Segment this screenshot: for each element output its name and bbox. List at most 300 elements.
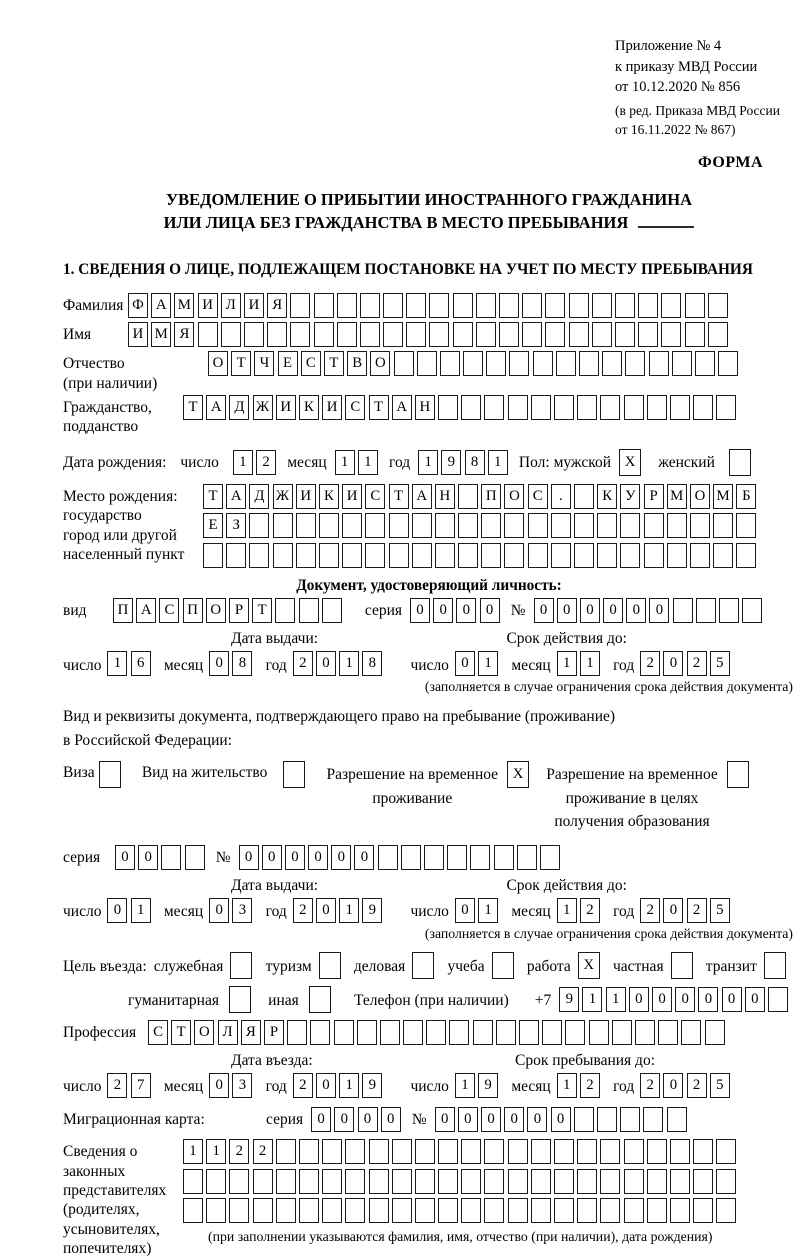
char-box[interactable]: 0 [381, 1107, 401, 1132]
char-box[interactable] [342, 543, 362, 568]
purpose-official-checkbox[interactable] [230, 952, 255, 979]
char-box[interactable] [461, 1169, 481, 1194]
checkbox-box[interactable] [99, 761, 121, 788]
char-box[interactable] [667, 1107, 687, 1132]
char-box[interactable]: 0 [455, 898, 475, 923]
char-box[interactable]: 0 [334, 1107, 354, 1132]
char-box[interactable] [508, 1198, 528, 1223]
char-box[interactable]: С [159, 598, 179, 623]
char-box[interactable] [244, 322, 264, 347]
char-box[interactable] [440, 351, 460, 376]
temp-residence-checkbox[interactable] [507, 761, 532, 788]
char-box[interactable] [685, 322, 705, 347]
checkbox-box[interactable] [309, 986, 331, 1013]
rvp-expiry-day-boxes[interactable] [455, 898, 501, 923]
char-box[interactable] [504, 513, 524, 538]
purpose-transit-checkbox[interactable] [764, 952, 789, 979]
char-box[interactable]: О [690, 484, 710, 509]
char-box[interactable]: 0 [138, 845, 158, 870]
char-box[interactable]: 1 [339, 651, 359, 676]
char-box[interactable]: С [148, 1020, 168, 1045]
char-box[interactable]: 1 [478, 898, 498, 923]
char-box[interactable] [345, 1169, 365, 1194]
char-box[interactable] [470, 845, 490, 870]
char-box[interactable]: 2 [229, 1139, 249, 1164]
char-box[interactable]: 2 [253, 1139, 273, 1164]
char-box[interactable]: 0 [311, 1107, 331, 1132]
char-box[interactable] [296, 513, 316, 538]
char-box[interactable]: 1 [358, 450, 378, 475]
char-box[interactable] [415, 1198, 435, 1223]
char-box[interactable] [476, 322, 496, 347]
char-box[interactable] [322, 1169, 342, 1194]
char-box[interactable]: И [244, 293, 264, 318]
char-box[interactable] [643, 1107, 663, 1132]
purpose-business-checkbox[interactable] [412, 952, 437, 979]
char-box[interactable] [365, 513, 385, 538]
char-box[interactable] [690, 513, 710, 538]
issue-month-boxes[interactable] [209, 651, 255, 676]
char-box[interactable]: С [345, 395, 365, 420]
visa-checkbox[interactable] [99, 761, 124, 788]
char-box[interactable] [519, 1020, 539, 1045]
char-box[interactable]: И [296, 484, 316, 509]
birth-month-boxes[interactable] [335, 450, 381, 475]
char-box[interactable] [322, 1198, 342, 1223]
profession-boxes[interactable] [148, 1020, 728, 1045]
char-box[interactable] [342, 513, 362, 538]
expiry-month-boxes[interactable] [557, 651, 603, 676]
char-box[interactable] [458, 513, 478, 538]
char-box[interactable] [600, 1139, 620, 1164]
char-box[interactable]: 9 [362, 1073, 382, 1098]
purpose-private-checkbox[interactable] [671, 952, 696, 979]
char-box[interactable]: Е [203, 513, 223, 538]
char-box[interactable] [401, 845, 421, 870]
char-box[interactable] [337, 322, 357, 347]
char-box[interactable] [406, 322, 426, 347]
checkbox-box[interactable] [492, 952, 514, 979]
doc-number-boxes[interactable] [534, 598, 766, 623]
char-box[interactable] [589, 1020, 609, 1045]
char-box[interactable] [449, 1020, 469, 1045]
checkbox-box[interactable] [727, 761, 749, 788]
char-box[interactable]: Я [241, 1020, 261, 1045]
representatives-boxes-2[interactable] [183, 1169, 740, 1194]
char-box[interactable] [635, 1020, 655, 1045]
char-box[interactable] [226, 543, 246, 568]
char-box[interactable]: 0 [663, 651, 683, 676]
char-box[interactable]: 0 [456, 598, 476, 623]
char-box[interactable]: 0 [745, 987, 765, 1012]
char-box[interactable] [383, 293, 403, 318]
checkbox-box[interactable]: X [578, 952, 600, 979]
char-box[interactable]: 0 [239, 845, 259, 870]
char-box[interactable] [345, 1198, 365, 1223]
char-box[interactable] [638, 322, 658, 347]
char-box[interactable] [670, 395, 690, 420]
char-box[interactable] [481, 543, 501, 568]
char-box[interactable]: 1 [582, 987, 602, 1012]
char-box[interactable] [647, 1198, 667, 1223]
char-box[interactable] [296, 543, 316, 568]
char-box[interactable] [574, 513, 594, 538]
char-box[interactable] [624, 395, 644, 420]
char-box[interactable] [484, 1139, 504, 1164]
char-box[interactable] [768, 987, 788, 1012]
char-box[interactable] [644, 543, 664, 568]
char-box[interactable]: М [174, 293, 194, 318]
char-box[interactable]: А [412, 484, 432, 509]
char-box[interactable] [275, 598, 295, 623]
char-box[interactable]: З [226, 513, 246, 538]
char-box[interactable] [554, 1198, 574, 1223]
char-box[interactable] [435, 543, 455, 568]
char-box[interactable] [554, 1169, 574, 1194]
char-box[interactable] [389, 513, 409, 538]
char-box[interactable] [647, 1169, 667, 1194]
char-box[interactable] [672, 351, 692, 376]
char-box[interactable] [528, 543, 548, 568]
char-box[interactable] [322, 1139, 342, 1164]
char-box[interactable] [276, 1198, 296, 1223]
char-box[interactable]: 2 [293, 651, 313, 676]
char-box[interactable] [415, 1169, 435, 1194]
char-box[interactable] [508, 1169, 528, 1194]
char-box[interactable]: Т [203, 484, 223, 509]
char-box[interactable]: Я [174, 322, 194, 347]
char-box[interactable] [624, 1169, 644, 1194]
char-box[interactable] [392, 1139, 412, 1164]
checkbox-box[interactable] [283, 761, 305, 788]
char-box[interactable] [504, 543, 524, 568]
char-box[interactable]: И [198, 293, 218, 318]
char-box[interactable] [438, 1139, 458, 1164]
char-box[interactable]: М [667, 484, 687, 509]
char-box[interactable]: 1 [131, 898, 151, 923]
char-box[interactable]: 1 [233, 450, 253, 475]
char-box[interactable] [716, 1198, 736, 1223]
rvp-number-boxes[interactable] [239, 845, 564, 870]
char-box[interactable]: 0 [698, 987, 718, 1012]
char-box[interactable] [392, 1169, 412, 1194]
char-box[interactable]: 9 [559, 987, 579, 1012]
char-box[interactable]: О [370, 351, 390, 376]
char-box[interactable]: 2 [580, 898, 600, 923]
checkbox-box[interactable]: X [507, 761, 529, 788]
char-box[interactable] [693, 1139, 713, 1164]
char-box[interactable] [592, 293, 612, 318]
char-box[interactable] [461, 1139, 481, 1164]
char-box[interactable] [574, 1107, 594, 1132]
char-box[interactable]: С [365, 484, 385, 509]
char-box[interactable] [531, 1169, 551, 1194]
checkbox-box[interactable]: X [619, 449, 641, 476]
char-box[interactable] [600, 395, 620, 420]
char-box[interactable] [624, 1198, 644, 1223]
checkbox-box[interactable] [764, 952, 786, 979]
char-box[interactable] [438, 395, 458, 420]
char-box[interactable] [708, 293, 728, 318]
temp-residence-education-checkbox[interactable] [727, 761, 752, 788]
entry-year-boxes[interactable] [293, 1073, 386, 1098]
char-box[interactable] [509, 351, 529, 376]
char-box[interactable] [435, 513, 455, 538]
char-box[interactable]: П [183, 598, 203, 623]
char-box[interactable] [389, 543, 409, 568]
rvp-issue-year-boxes[interactable] [293, 898, 386, 923]
char-box[interactable]: Н [435, 484, 455, 509]
char-box[interactable]: 3 [232, 898, 252, 923]
char-box[interactable]: М [713, 484, 733, 509]
char-box[interactable]: 0 [504, 1107, 524, 1132]
char-box[interactable]: 2 [256, 450, 276, 475]
phone-boxes[interactable] [559, 987, 791, 1012]
char-box[interactable]: 0 [209, 651, 229, 676]
char-box[interactable] [554, 1139, 574, 1164]
issue-year-boxes[interactable] [293, 651, 386, 676]
char-box[interactable]: 9 [441, 450, 461, 475]
doc-kind-boxes[interactable] [113, 598, 345, 623]
stay-day-boxes[interactable] [455, 1073, 501, 1098]
purpose-study-checkbox[interactable] [492, 952, 517, 979]
char-box[interactable] [716, 1139, 736, 1164]
char-box[interactable] [290, 293, 310, 318]
sex-female-checkbox[interactable] [729, 449, 754, 476]
char-box[interactable]: И [342, 484, 362, 509]
char-box[interactable]: 0 [410, 598, 430, 623]
char-box[interactable]: 0 [527, 1107, 547, 1132]
char-box[interactable] [494, 845, 514, 870]
char-box[interactable]: 1 [339, 1073, 359, 1098]
char-box[interactable]: П [481, 484, 501, 509]
char-box[interactable] [522, 293, 542, 318]
char-box[interactable] [461, 1198, 481, 1223]
char-box[interactable]: К [597, 484, 617, 509]
entry-day-boxes[interactable] [107, 1073, 153, 1098]
char-box[interactable] [577, 1198, 597, 1223]
char-box[interactable] [229, 1198, 249, 1223]
char-box[interactable]: 2 [580, 1073, 600, 1098]
char-box[interactable] [695, 351, 715, 376]
char-box[interactable] [661, 322, 681, 347]
char-box[interactable]: 0 [557, 598, 577, 623]
char-box[interactable] [453, 293, 473, 318]
char-box[interactable]: 0 [481, 1107, 501, 1132]
rvp-expiry-year-boxes[interactable] [640, 898, 733, 923]
char-box[interactable] [319, 513, 339, 538]
char-box[interactable] [667, 513, 687, 538]
char-box[interactable] [403, 1020, 423, 1045]
char-box[interactable] [517, 845, 537, 870]
rvp-issue-day-boxes[interactable] [107, 898, 153, 923]
char-box[interactable]: Т [324, 351, 344, 376]
char-box[interactable] [716, 395, 736, 420]
char-box[interactable]: . [551, 484, 571, 509]
char-box[interactable]: 0 [354, 845, 374, 870]
char-box[interactable] [592, 322, 612, 347]
char-box[interactable] [742, 598, 762, 623]
char-box[interactable]: 0 [358, 1107, 378, 1132]
char-box[interactable] [345, 1139, 365, 1164]
char-box[interactable]: О [206, 598, 226, 623]
char-box[interactable]: 0 [308, 845, 328, 870]
char-box[interactable] [365, 543, 385, 568]
char-box[interactable] [287, 1020, 307, 1045]
char-box[interactable] [463, 351, 483, 376]
char-box[interactable]: 2 [640, 1073, 660, 1098]
char-box[interactable] [276, 1169, 296, 1194]
char-box[interactable]: 5 [710, 1073, 730, 1098]
char-box[interactable] [319, 543, 339, 568]
char-box[interactable]: 0 [663, 1073, 683, 1098]
char-box[interactable] [545, 322, 565, 347]
char-box[interactable]: Я [267, 293, 287, 318]
char-box[interactable] [577, 395, 597, 420]
purpose-work-checkbox[interactable] [578, 952, 603, 979]
char-box[interactable] [383, 322, 403, 347]
char-box[interactable] [620, 1107, 640, 1132]
char-box[interactable] [486, 351, 506, 376]
char-box[interactable] [551, 513, 571, 538]
char-box[interactable] [577, 1169, 597, 1194]
char-box[interactable] [406, 293, 426, 318]
char-box[interactable] [696, 598, 716, 623]
char-box[interactable]: Е [278, 351, 298, 376]
char-box[interactable]: 1 [418, 450, 438, 475]
char-box[interactable] [736, 513, 756, 538]
birth-day-boxes[interactable] [233, 450, 279, 475]
char-box[interactable]: А [136, 598, 156, 623]
surname-boxes[interactable] [128, 293, 731, 318]
char-box[interactable]: 0 [316, 1073, 336, 1098]
char-box[interactable] [299, 598, 319, 623]
char-box[interactable] [615, 293, 635, 318]
char-box[interactable] [542, 1020, 562, 1045]
birth-place-boxes-2[interactable] [203, 513, 760, 538]
char-box[interactable]: 0 [435, 1107, 455, 1132]
char-box[interactable] [565, 1020, 585, 1045]
char-box[interactable] [447, 845, 467, 870]
char-box[interactable] [597, 513, 617, 538]
char-box[interactable]: 6 [131, 651, 151, 676]
char-box[interactable] [484, 395, 504, 420]
char-box[interactable] [429, 322, 449, 347]
char-box[interactable] [531, 1139, 551, 1164]
representatives-boxes-3[interactable] [183, 1198, 740, 1223]
char-box[interactable] [484, 1169, 504, 1194]
char-box[interactable]: 2 [687, 651, 707, 676]
char-box[interactable]: Р [644, 484, 664, 509]
char-box[interactable] [473, 1020, 493, 1045]
char-box[interactable] [249, 513, 269, 538]
char-box[interactable]: 5 [710, 898, 730, 923]
char-box[interactable] [378, 845, 398, 870]
char-box[interactable]: 1 [557, 1073, 577, 1098]
char-box[interactable]: 1 [183, 1139, 203, 1164]
char-box[interactable] [625, 351, 645, 376]
char-box[interactable]: Ж [273, 484, 293, 509]
char-box[interactable]: Т [369, 395, 389, 420]
char-box[interactable] [183, 1198, 203, 1223]
char-box[interactable]: Р [264, 1020, 284, 1045]
char-box[interactable] [453, 322, 473, 347]
char-box[interactable] [713, 513, 733, 538]
char-box[interactable]: Т [183, 395, 203, 420]
char-box[interactable] [667, 543, 687, 568]
char-box[interactable] [334, 1020, 354, 1045]
char-box[interactable]: Т [231, 351, 251, 376]
expiry-year-boxes[interactable] [640, 651, 733, 676]
checkbox-box[interactable] [230, 952, 252, 979]
char-box[interactable]: А [151, 293, 171, 318]
char-box[interactable] [424, 845, 444, 870]
char-box[interactable] [369, 1198, 389, 1223]
residence-permit-checkbox[interactable] [283, 761, 308, 788]
char-box[interactable] [638, 293, 658, 318]
char-box[interactable] [508, 1139, 528, 1164]
char-box[interactable] [620, 513, 640, 538]
char-box[interactable]: М [151, 322, 171, 347]
char-box[interactable]: Л [221, 293, 241, 318]
purpose-humanitarian-checkbox[interactable] [229, 986, 254, 1013]
name-boxes[interactable] [128, 322, 731, 347]
issue-day-boxes[interactable] [107, 651, 153, 676]
char-box[interactable] [719, 598, 739, 623]
char-box[interactable]: С [301, 351, 321, 376]
char-box[interactable] [693, 395, 713, 420]
char-box[interactable] [357, 1020, 377, 1045]
char-box[interactable]: А [226, 484, 246, 509]
char-box[interactable]: 0 [285, 845, 305, 870]
char-box[interactable] [426, 1020, 446, 1045]
doc-series-boxes[interactable] [410, 598, 503, 623]
char-box[interactable] [273, 513, 293, 538]
char-box[interactable] [360, 293, 380, 318]
char-box[interactable] [203, 543, 223, 568]
rvp-expiry-month-boxes[interactable] [557, 898, 603, 923]
char-box[interactable] [429, 293, 449, 318]
char-box[interactable] [554, 395, 574, 420]
char-box[interactable]: 0 [455, 651, 475, 676]
char-box[interactable] [484, 1198, 504, 1223]
char-box[interactable] [602, 351, 622, 376]
char-box[interactable]: 0 [107, 898, 127, 923]
char-box[interactable]: К [319, 484, 339, 509]
char-box[interactable]: 1 [455, 1073, 475, 1098]
char-box[interactable] [322, 598, 342, 623]
char-box[interactable] [438, 1198, 458, 1223]
char-box[interactable]: 0 [433, 598, 453, 623]
checkbox-box[interactable] [229, 986, 251, 1013]
char-box[interactable] [670, 1169, 690, 1194]
char-box[interactable]: Т [252, 598, 272, 623]
char-box[interactable] [267, 322, 287, 347]
char-box[interactable] [221, 322, 241, 347]
char-box[interactable] [600, 1198, 620, 1223]
char-box[interactable]: 0 [316, 898, 336, 923]
char-box[interactable]: 5 [710, 651, 730, 676]
char-box[interactable]: 0 [629, 987, 649, 1012]
char-box[interactable] [661, 293, 681, 318]
char-box[interactable]: В [347, 351, 367, 376]
char-box[interactable]: Б [736, 484, 756, 509]
char-box[interactable] [369, 1169, 389, 1194]
char-box[interactable] [290, 322, 310, 347]
char-box[interactable]: 7 [131, 1073, 151, 1098]
char-box[interactable]: 1 [335, 450, 355, 475]
char-box[interactable] [673, 598, 693, 623]
